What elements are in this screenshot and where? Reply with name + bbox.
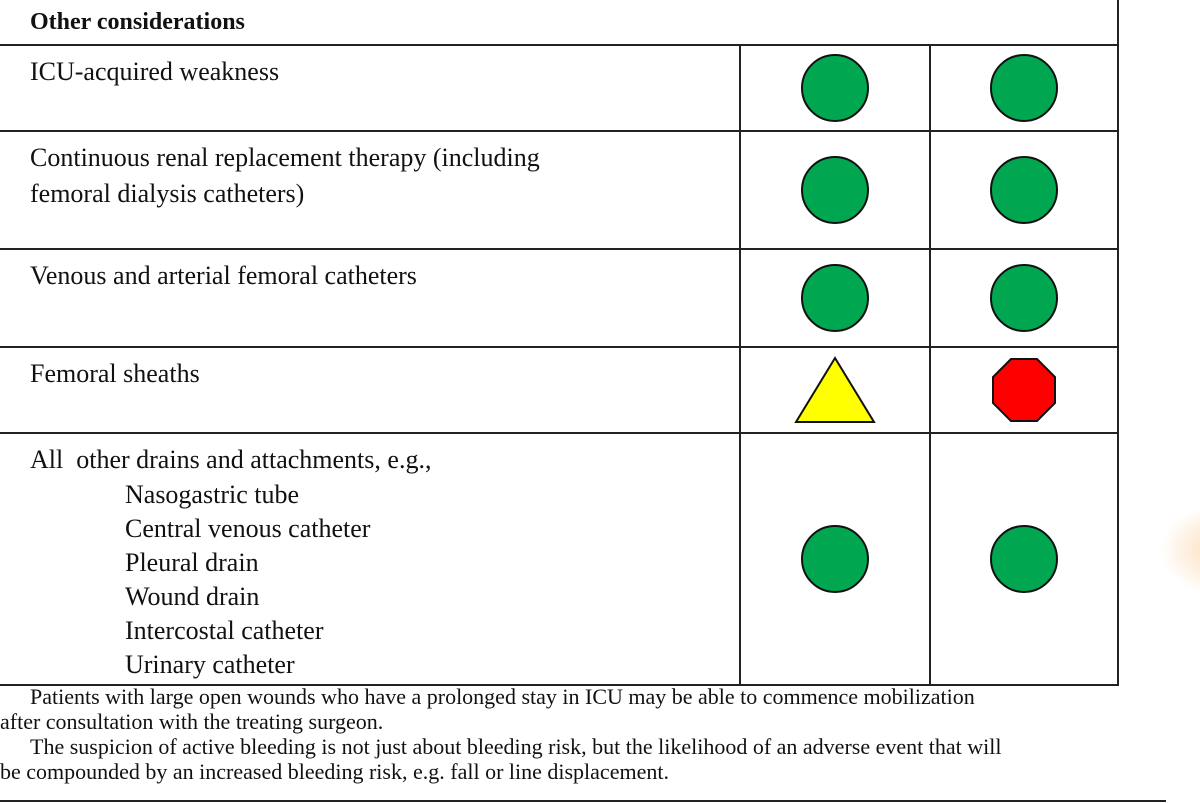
green-circle-icon xyxy=(988,262,1060,334)
list-item: Central venous catheter xyxy=(125,514,371,543)
list-item: Nasogastric tube xyxy=(125,480,300,509)
table-row xyxy=(0,433,1118,685)
scan-glare xyxy=(1160,505,1200,595)
yellow-triangle-icon xyxy=(793,355,877,425)
table-row xyxy=(0,249,1118,347)
in-bed-status-cell xyxy=(740,45,930,131)
table-row xyxy=(0,131,1118,249)
row-label-heading: All other drains and attachments, e.g., xyxy=(30,445,432,474)
green-circle-icon xyxy=(988,52,1060,124)
row-label xyxy=(0,433,740,685)
out-of-bed-status-cell xyxy=(930,45,1118,131)
in-bed-status-cell xyxy=(740,347,930,433)
green-circle-icon xyxy=(799,154,871,226)
row-label-line: femoral dialysis catheters) xyxy=(30,179,305,208)
row-label: Venous and arterial femoral catheters xyxy=(0,249,740,347)
out-of-bed-status-cell xyxy=(930,433,1118,685)
green-circle-icon xyxy=(799,52,871,124)
out-of-bed-status-cell xyxy=(930,347,1118,433)
list-item: Intercostal catheter xyxy=(125,616,324,645)
in-bed-status-cell xyxy=(740,433,930,685)
footnote-line: after consultation with the treating surgeon. xyxy=(0,709,384,734)
row-label: Femoral sheaths xyxy=(0,347,740,433)
out-of-bed-status-cell xyxy=(930,131,1118,249)
green-circle-icon xyxy=(988,154,1060,226)
list-item: Wound drain xyxy=(125,582,260,611)
row-label-line: Continuous renal replacement therapy (including xyxy=(30,143,540,172)
divider xyxy=(0,800,1166,802)
footnote-line: The suspicion of active bleeding is not just about bleeding risk, but the likelihood of an adverse event that will xyxy=(30,734,1002,759)
table-row xyxy=(0,45,1118,131)
attachments-list xyxy=(30,478,739,682)
list-item: Pleural drain xyxy=(125,548,259,577)
list-item: Urinary catheter xyxy=(125,650,295,679)
table-header-row xyxy=(0,0,1118,45)
green-circle-icon xyxy=(988,523,1060,595)
out-of-bed-status-cell xyxy=(930,249,1118,347)
section-heading: Other considerations xyxy=(0,0,1118,45)
footnote-line: Patients with large open wounds who have a prolonged stay in ICU may be able to commence mobilization xyxy=(30,684,975,709)
row-label: ICU-acquired weakness xyxy=(0,45,740,131)
footnotes xyxy=(0,684,1200,784)
green-circle-icon xyxy=(799,262,871,334)
in-bed-status-cell xyxy=(740,249,930,347)
green-circle-icon xyxy=(799,523,871,595)
in-bed-status-cell xyxy=(740,131,930,249)
table-row xyxy=(0,347,1118,433)
footnote-line: be compounded by an increased bleeding risk, e.g. fall or line displacement. xyxy=(0,759,669,784)
row-label xyxy=(0,131,740,249)
red-octagon-icon xyxy=(991,357,1057,423)
